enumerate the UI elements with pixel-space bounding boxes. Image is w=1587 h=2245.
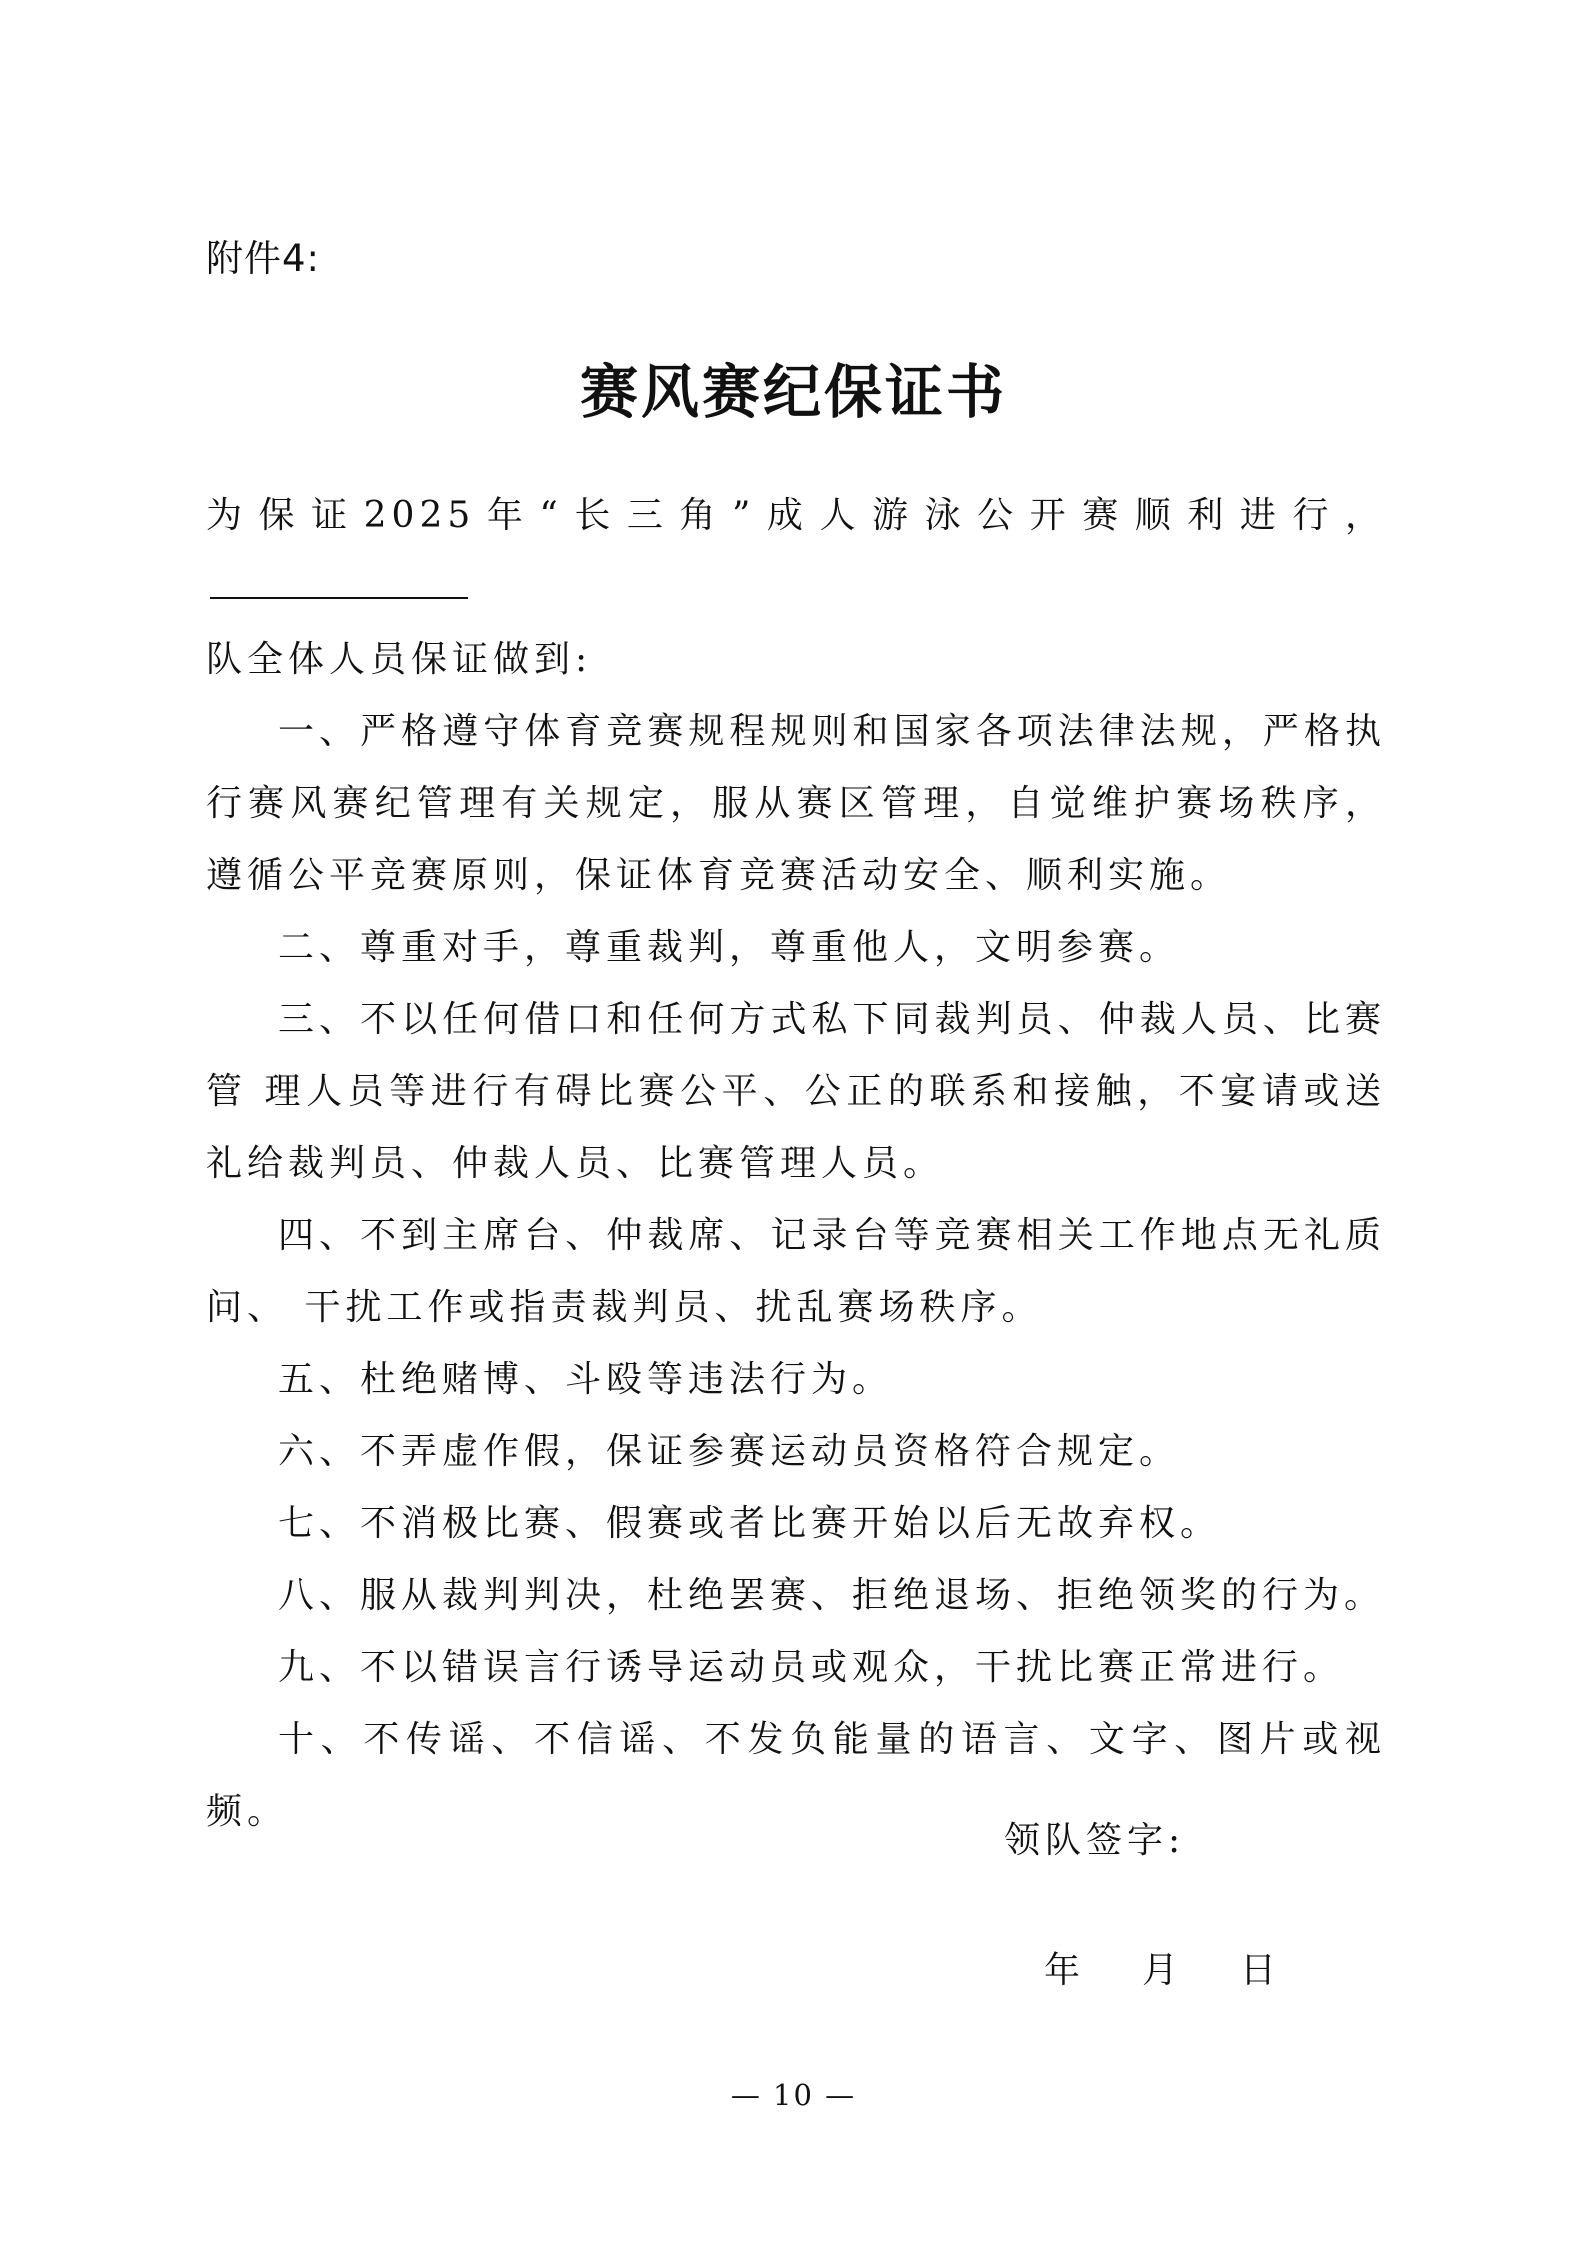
team-name-blank	[210, 567, 468, 599]
date-month: 月	[1142, 1950, 1179, 1991]
clause-8: 八、服从裁判判决，杜绝罢赛、拒绝退场、拒绝领奖的行为。	[278, 1575, 1386, 1616]
document-body	[206, 480, 1386, 1848]
page-number: — 10 —	[730, 2078, 857, 2112]
clause-2: 二、尊重对手，尊重裁判，尊重他人，文明参赛。	[278, 927, 1181, 968]
clause-4: 四、不到主席台、仲裁席、记录台等竞赛相关工作地点无礼质问、 干扰工作或指责裁判员、扰乱赛场秩序。	[206, 1215, 1386, 1328]
intro-paragraph	[206, 480, 1386, 696]
intro-continuation: 队全体人员保证做到:	[206, 639, 593, 680]
clause-10: 十、不传谣、不信谣、不发负能量的语言、文字、图片或视频。	[206, 1719, 1386, 1832]
clause-7: 七、不消极比赛、假赛或者比赛开始以后无故弃权。	[278, 1503, 1222, 1544]
clause-5: 五、杜绝赌博、斗殴等违法行为。	[278, 1359, 894, 1400]
document-title: 赛风赛纪保证书	[579, 358, 1007, 426]
clause-6: 六、不弄虚作假，保证参赛运动员资格符合规定。	[278, 1431, 1181, 1472]
clause-9: 九、不以错误言行诱导运动员或观众，干扰比赛正常进行。	[278, 1647, 1345, 1688]
date-line	[1044, 1942, 1276, 1993]
clause-1: 一、严格遵守体育竞赛规程规则和国家各项法律法规，严格执行赛风赛纪管理有关规定，服从赛区管理，自觉维护赛场秩序，遵循公平竞赛原则，保证体育竞赛活动安全、顺利实施。	[206, 711, 1386, 896]
date-day: 日	[1240, 1950, 1277, 1991]
attachment-label: 附件4:	[206, 237, 321, 280]
intro-text: 为保证2025年“长三角”成人游泳公开赛顺利进行，	[206, 495, 1386, 536]
signature-label: 领队签字:	[1004, 1820, 1186, 1861]
date-year: 年	[1044, 1950, 1081, 1991]
clause-3: 三、不以任何借口和任何方式私下同裁判员、仲裁人员、比赛管 理人员等进行有碍比赛公平、公正的联系和接触，不宴请或送礼给裁判员、仲裁人员、比赛管理人员。	[206, 999, 1386, 1184]
